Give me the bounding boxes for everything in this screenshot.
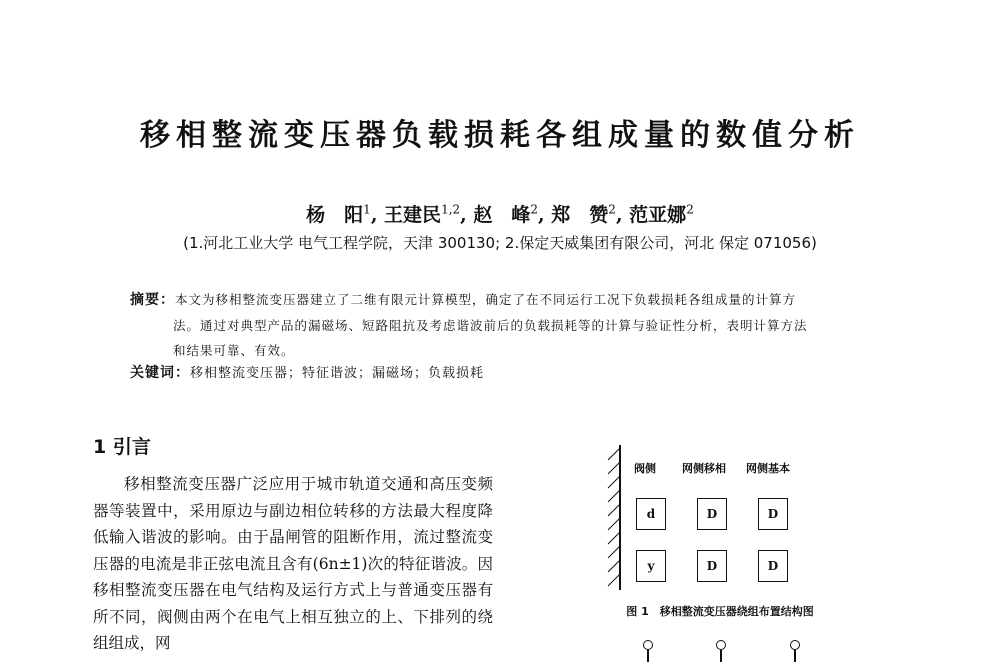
figure-caption: 图 1 移相整流变压器绕组布置结构图	[626, 605, 814, 618]
abstract-line: 法。通过对典型产品的漏磁场、短路阻抗及考虑谐波前后的负载损耗等的计算与验证性分析，表明计算方法	[173, 318, 808, 333]
author-list: 杨 阳$^1$, 王建民$^{1,2}$, 赵 峰$^2$, 郑 赞$^2$, 范亚娜$^2$	[306, 202, 694, 226]
winding-box: D	[758, 550, 788, 582]
column-header-valve-side: 阀侧	[634, 462, 656, 475]
author-affil-mark: 1,2	[441, 202, 461, 217]
abstract-line	[130, 287, 890, 313]
winding-box: d	[636, 498, 666, 530]
body-paragraph: 移相整流变压器广泛应用于城市轨道交通和高压变频器等装置中，采用原边与副边相位转移的方法最大程度降低输入谐波的影响。由于晶闸管的阻断作用，流过整流变压器的电流是非正弦电流且含有(6n±1)次的特征谐波。因移相整流变压器在电气结构及运行方式上与普通变压器有所不同，阀侧由两个在电气上相互独立的上、下排列的绕组组成，网	[93, 475, 493, 652]
core-wall-hatching	[590, 440, 630, 600]
keywords-label: 关键词：	[130, 365, 190, 381]
author-name: 王建民	[384, 204, 442, 226]
winding-box: D	[697, 550, 727, 582]
terminal-icon	[643, 640, 653, 663]
winding-layout-figure	[590, 440, 870, 663]
abstract-text: 本文为移相整流变压器建立了二维有限元计算模型，确定了在不同运行工况下负载损耗各组成量的计算方	[175, 292, 797, 307]
keywords-text: 移相整流变压器；特征谐波；漏磁场；负载损耗	[190, 366, 485, 381]
author-name: 郑 赞	[551, 204, 609, 226]
abstract-line: 和结果可靠、有效。	[173, 343, 295, 358]
abstract-label: 摘要：	[130, 292, 175, 308]
winding-box: y	[636, 550, 666, 582]
author-name: 赵 峰	[473, 204, 531, 226]
body-column	[93, 471, 493, 657]
section-heading: 1 引言	[93, 436, 151, 458]
winding-box: D	[697, 498, 727, 530]
column-header-grid-base: 网侧基本	[746, 462, 790, 475]
paper-title: 移相整流变压器负载损耗各组成量的数值分析	[140, 118, 860, 153]
abstract	[130, 287, 890, 363]
author-name: 范亚娜	[629, 204, 687, 226]
keywords	[130, 362, 890, 382]
author-affil-mark: 2	[608, 202, 616, 217]
author-name: 杨 阳	[306, 204, 364, 226]
author-affil-mark: 2	[686, 202, 694, 217]
terminal-icon	[790, 640, 800, 663]
terminal-icon	[716, 640, 726, 663]
author-affil-mark: 1	[363, 202, 371, 217]
winding-box: D	[758, 498, 788, 530]
column-header-grid-shift: 网侧移相	[682, 462, 726, 475]
affiliation: (1.河北工业大学 电气工程学院，天津 300130; 2.保定天威集团有限公司，河北 保定 071056)	[183, 234, 817, 252]
author-affil-mark: 2	[530, 202, 539, 217]
